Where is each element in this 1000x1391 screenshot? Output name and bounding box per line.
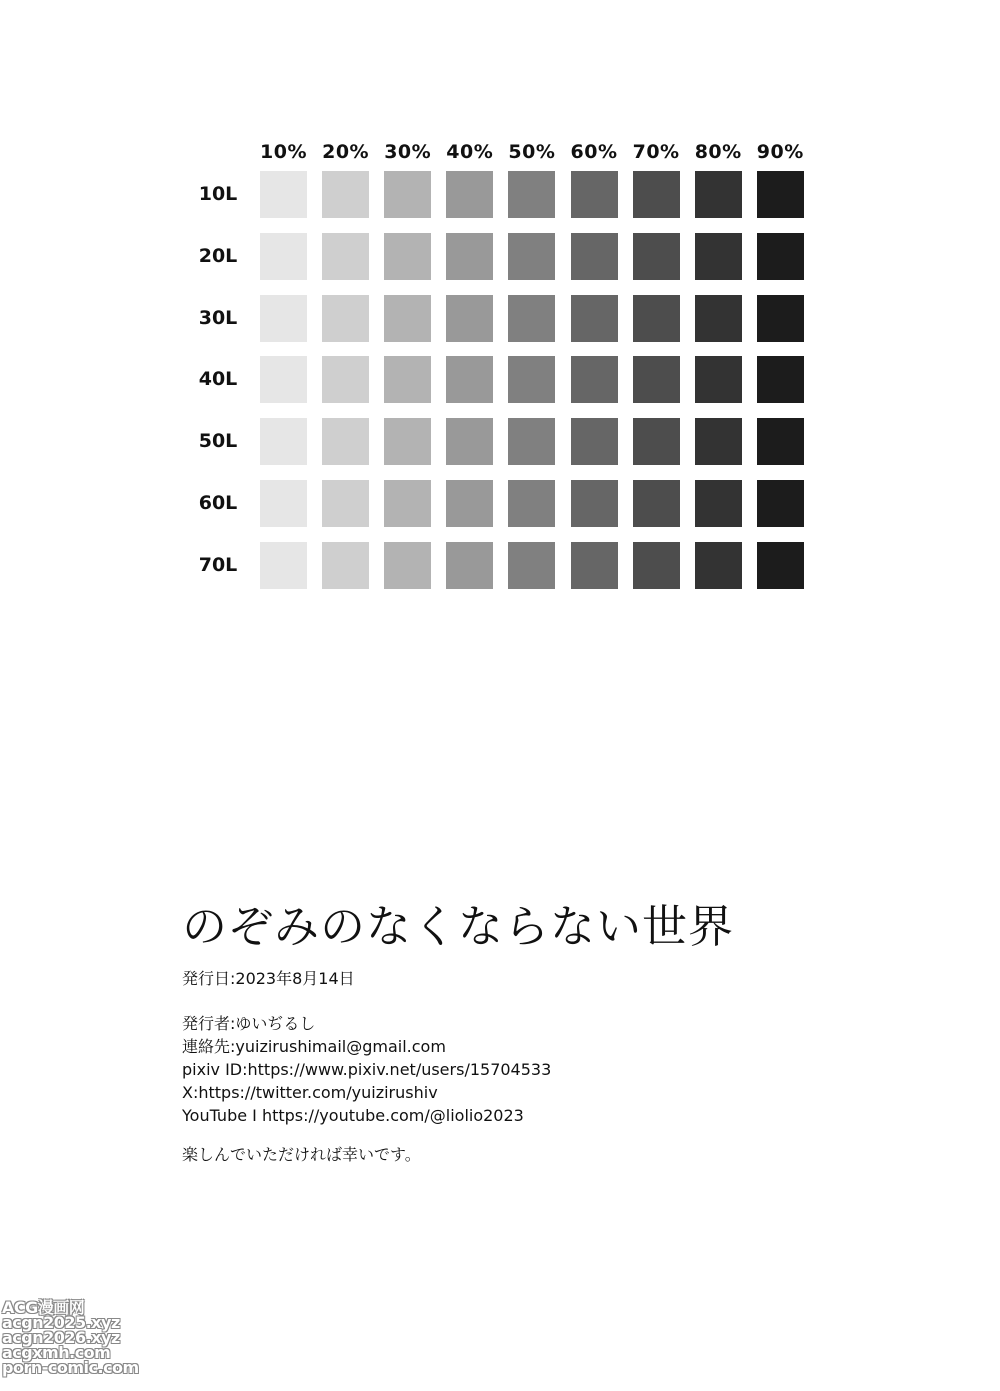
youtube-link: YouTube I https://youtube.com/@liolio2023 <box>182 1106 524 1125</box>
watermark-line: acgn2026.xyz <box>2 1328 120 1347</box>
tone-swatch <box>695 418 742 465</box>
tone-swatch <box>446 418 493 465</box>
tone-swatch <box>322 233 369 280</box>
tone-swatch <box>446 480 493 527</box>
tone-swatch <box>446 295 493 342</box>
tone-swatch <box>571 295 618 342</box>
tone-swatch <box>384 295 431 342</box>
tone-swatch <box>322 356 369 403</box>
tone-swatch <box>757 171 804 218</box>
tone-swatch <box>633 418 680 465</box>
closing-message: 楽しんでいただければ幸いです。 <box>182 1145 421 1164</box>
tone-swatch <box>260 542 307 589</box>
tone-swatch <box>695 356 742 403</box>
tone-swatch <box>757 295 804 342</box>
publish-date: 発行日:2023年8月14日 <box>182 969 355 988</box>
tone-swatch <box>571 480 618 527</box>
pixiv-link: pixiv ID:https://www.pixiv.net/users/15704533 <box>182 1060 552 1079</box>
tone-row-label: 30L <box>198 306 238 329</box>
tone-column-label: 40% <box>446 141 494 163</box>
tone-column-label: 90% <box>756 141 804 163</box>
tone-column-label: 80% <box>694 141 742 163</box>
tone-swatch <box>508 542 555 589</box>
tone-row-label: 40L <box>198 368 238 391</box>
tone-swatch <box>633 295 680 342</box>
tone-swatch <box>633 233 680 280</box>
tone-swatch <box>695 171 742 218</box>
tone-swatch <box>260 233 307 280</box>
tone-swatch <box>757 233 804 280</box>
tone-swatch <box>695 295 742 342</box>
x-link: X:https://twitter.com/yuizirushiv <box>182 1083 438 1102</box>
tone-row-label: 50L <box>198 430 238 453</box>
contact-email: 連絡先:yuizirushimail@gmail.com <box>182 1037 446 1056</box>
tone-swatch <box>508 171 555 218</box>
tone-swatch <box>260 171 307 218</box>
tone-swatch <box>384 171 431 218</box>
tone-column-label: 20% <box>322 141 370 163</box>
tone-swatch <box>757 356 804 403</box>
colophon <box>182 895 882 1166</box>
tone-swatch <box>446 233 493 280</box>
tone-swatch <box>508 233 555 280</box>
tone-swatch <box>757 480 804 527</box>
watermark-line: ACG漫画网 <box>2 1298 85 1317</box>
tone-swatch <box>508 480 555 527</box>
tone-column-label: 70% <box>632 141 680 163</box>
site-watermark <box>2 1300 139 1375</box>
tone-swatch <box>384 356 431 403</box>
tone-swatch <box>571 542 618 589</box>
tone-swatch <box>384 542 431 589</box>
tone-swatch <box>260 295 307 342</box>
tone-swatch <box>571 356 618 403</box>
publisher: 発行者:ゆいぢるし <box>182 1014 316 1033</box>
tone-column-label: 60% <box>570 141 618 163</box>
tone-swatch <box>384 418 431 465</box>
tone-chart <box>0 0 1000 620</box>
tone-swatch <box>757 542 804 589</box>
tone-swatch <box>633 542 680 589</box>
tone-swatch <box>571 233 618 280</box>
watermark-line: acgn2025.xyz <box>2 1313 120 1332</box>
tone-swatch <box>508 356 555 403</box>
tone-swatch <box>695 233 742 280</box>
tone-swatch <box>384 480 431 527</box>
tone-row-label: 20L <box>198 244 238 267</box>
tone-swatch <box>757 418 804 465</box>
tone-swatch <box>571 418 618 465</box>
tone-swatch <box>322 418 369 465</box>
tone-swatch <box>260 418 307 465</box>
book-title: のぞみのなくならない世界 <box>182 900 735 953</box>
tone-swatch <box>695 542 742 589</box>
tone-swatch <box>446 171 493 218</box>
tone-swatch <box>322 295 369 342</box>
tone-column-label: 10% <box>260 141 307 163</box>
tone-swatch <box>633 171 680 218</box>
tone-swatch <box>322 171 369 218</box>
tone-swatch <box>508 295 555 342</box>
tone-swatch <box>446 542 493 589</box>
tone-row-label: 10L <box>198 183 238 205</box>
tone-swatch <box>508 418 555 465</box>
tone-swatch <box>384 233 431 280</box>
tone-swatch <box>633 356 680 403</box>
watermark-line: acgxmh.com <box>2 1343 111 1362</box>
tone-swatch <box>322 480 369 527</box>
tone-swatch <box>260 480 307 527</box>
tone-swatch <box>571 171 618 218</box>
tone-swatch <box>322 542 369 589</box>
tone-row-label: 70L <box>198 553 238 576</box>
watermark-line: porn-comic.com <box>2 1358 139 1377</box>
tone-swatch <box>260 356 307 403</box>
tone-swatch <box>446 356 493 403</box>
tone-swatch <box>633 480 680 527</box>
tone-column-label: 30% <box>384 141 432 163</box>
tone-swatch <box>695 480 742 527</box>
tone-column-label: 50% <box>508 141 556 163</box>
tone-row-label: 60L <box>198 492 238 514</box>
